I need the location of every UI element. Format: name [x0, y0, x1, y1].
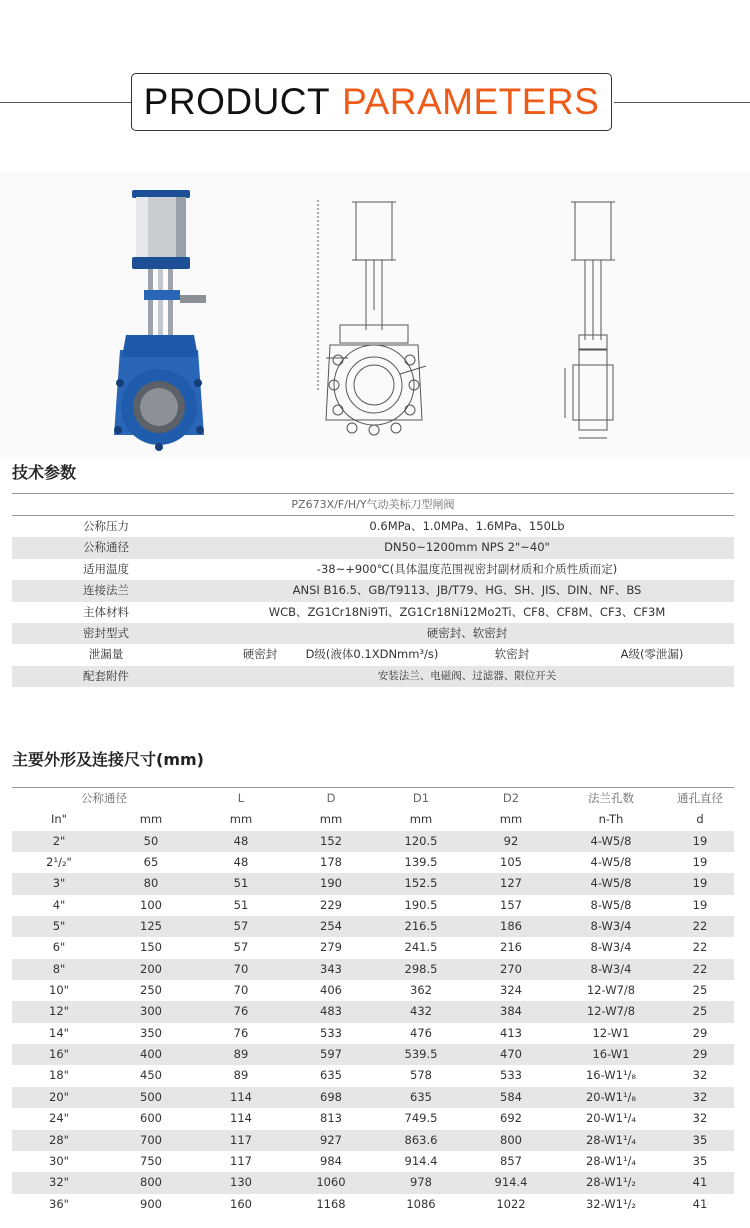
table-cell: 36"	[49, 1196, 69, 1211]
row-value: -38~+900℃(具体温度范围视密封副材质和介质性质而定)	[316, 561, 618, 576]
row-value: 硬密封、软密封	[426, 625, 508, 640]
table-cell: 16"	[49, 1047, 69, 1062]
header-d1: D1	[412, 791, 430, 805]
table-cell: 70	[233, 961, 249, 976]
table-cell: 578	[410, 1068, 432, 1083]
table-cell: 406	[320, 983, 342, 998]
table-cell: 32	[692, 1111, 708, 1126]
table-cell: 597	[320, 1047, 342, 1062]
table-row	[12, 895, 734, 916]
table-cell: 200	[140, 961, 162, 976]
tech-row-pressure	[12, 516, 734, 537]
table-cell: 24"	[49, 1111, 69, 1126]
table-cell: 470	[500, 1047, 522, 1062]
table-cell: 12-W7/8	[586, 983, 636, 998]
table-cell: 92	[503, 833, 519, 848]
table-cell: 324	[500, 983, 522, 998]
title-word-product: PRODUCT	[143, 81, 331, 122]
table-cell: 539.5	[404, 1047, 438, 1062]
header-l: L	[237, 791, 245, 805]
table-cell: 5"	[52, 919, 66, 934]
unit-cell: mm	[139, 812, 163, 827]
row-label: 主体材料	[83, 604, 129, 619]
table-cell: 139.5	[404, 855, 438, 870]
table-cell: 76	[233, 1025, 249, 1040]
row-label: 适用温度	[83, 561, 129, 576]
table-cell: 8"	[52, 961, 66, 976]
table-cell: 16-W1¹/₈	[585, 1068, 637, 1083]
table-row	[12, 1108, 734, 1129]
table-cell: 384	[500, 1004, 522, 1019]
table-cell: 432	[410, 1004, 432, 1019]
table-cell: 48	[233, 855, 249, 870]
table-cell: 1086	[406, 1196, 436, 1211]
table-cell: 8-W3/4	[590, 940, 632, 955]
table-row	[12, 1151, 734, 1172]
row-value: ANSI B16.5、GB/T9113、JB/T79、HG、SH、JIS、DIN、NF、BS	[292, 583, 642, 598]
dimensions-table	[12, 787, 734, 1215]
table-cell: 362	[410, 983, 432, 998]
table-cell: 114	[230, 1089, 252, 1104]
table-cell: 186	[500, 919, 522, 934]
table-cell: 19	[692, 855, 708, 870]
table-cell: 635	[410, 1089, 432, 1104]
table-cell: 500	[140, 1089, 162, 1104]
table-row	[12, 873, 734, 894]
soft-seal-label: 软密封	[494, 647, 530, 662]
table-cell: 120.5	[404, 833, 438, 848]
page-title	[131, 73, 612, 131]
row-label: 配套附件	[83, 668, 129, 683]
table-cell: 20-W1¹/₈	[585, 1089, 637, 1104]
tech-row-accessories	[12, 666, 734, 687]
row-value: DN50~1200mm NPS 2"~40"	[384, 540, 550, 555]
tech-params-table	[12, 493, 734, 687]
table-cell: 22	[692, 940, 708, 955]
table-row	[12, 1023, 734, 1044]
table-cell: 32	[692, 1068, 708, 1083]
table-cell: 476	[410, 1025, 432, 1040]
table-cell: 89	[233, 1047, 249, 1062]
table-cell: 125	[140, 919, 162, 934]
dim-section-title: 主要外形及连接尺寸(mm)	[12, 750, 204, 769]
table-cell: 51	[233, 876, 249, 891]
table-cell: 863.6	[404, 1132, 438, 1147]
table-cell: 28-W1¹/₂	[585, 1175, 637, 1190]
table-row	[12, 916, 734, 937]
table-cell: 28-W1¹/₄	[585, 1153, 637, 1168]
table-row	[12, 1130, 734, 1151]
table-cell: 41	[692, 1196, 708, 1211]
table-cell: 749.5	[404, 1111, 438, 1126]
tech-section-title: 技术参数	[12, 463, 77, 482]
table-cell: 70	[233, 983, 249, 998]
title-word-parameters: PARAMETERS	[342, 81, 600, 122]
header-rule-left	[0, 102, 131, 103]
table-cell: 28-W1¹/₄	[585, 1132, 637, 1147]
table-cell: 32"	[49, 1175, 69, 1190]
table-cell: 89	[233, 1068, 249, 1083]
table-cell: 900	[140, 1196, 162, 1211]
table-cell: 18"	[49, 1068, 69, 1083]
table-cell: 4"	[52, 897, 66, 912]
row-label: 公称通径	[83, 540, 129, 555]
table-cell: 6"	[52, 940, 66, 955]
tech-row-diameter	[12, 537, 734, 558]
table-cell: 400	[140, 1047, 162, 1062]
row-label: 泄漏量	[88, 647, 124, 662]
unit-cell: mm	[499, 812, 523, 827]
table-cell: 51	[233, 897, 249, 912]
tech-row-temperature	[12, 559, 734, 580]
table-cell: 25	[692, 983, 708, 998]
table-cell: 692	[500, 1111, 522, 1126]
table-cell: 250	[140, 983, 162, 998]
table-cell: 984	[320, 1153, 342, 1168]
table-cell: 2"	[52, 833, 66, 848]
table-row	[12, 1001, 734, 1022]
table-cell: 157	[500, 897, 522, 912]
unit-cell: n-Th	[598, 812, 624, 827]
table-cell: 178	[320, 855, 342, 870]
table-cell: 105	[500, 855, 522, 870]
table-cell: 19	[692, 876, 708, 891]
tech-row-seal	[12, 623, 734, 644]
row-value: WCB、ZG1Cr18Ni9Ti、ZG1Cr18Ni12Mo2Ti、CF8、CF8M、CF3、CF3M	[268, 604, 666, 619]
soft-seal-value: A级(零泄漏)	[620, 647, 684, 662]
table-cell: 19	[692, 833, 708, 848]
table-cell: 1168	[316, 1196, 346, 1211]
side-view-drawing	[555, 190, 635, 450]
table-cell: 343	[320, 961, 342, 976]
header-rule-right	[614, 102, 750, 103]
unit-cell: In"	[51, 812, 67, 827]
table-cell: 12-W1	[592, 1025, 630, 1040]
table-cell: 216.5	[404, 919, 438, 934]
table-row	[12, 852, 734, 873]
table-cell: 127	[500, 876, 522, 891]
table-cell: 57	[233, 919, 249, 934]
table-cell: 800	[140, 1175, 162, 1190]
table-cell: 32-W1¹/₂	[585, 1196, 637, 1211]
row-value: 安装法兰、电磁阀、过滤器、限位开关	[377, 669, 557, 682]
table-cell: 450	[140, 1068, 162, 1083]
table-cell: 700	[140, 1132, 162, 1147]
table-row	[12, 980, 734, 1001]
table-cell: 8-W3/4	[590, 961, 632, 976]
table-cell: 254	[320, 919, 342, 934]
table-cell: 190.5	[404, 897, 438, 912]
table-cell: 117	[230, 1132, 252, 1147]
table-cell: 20-W1¹/₄	[585, 1111, 637, 1126]
table-cell: 19	[692, 897, 708, 912]
table-cell: 16-W1	[592, 1047, 630, 1062]
table-row	[12, 1065, 734, 1086]
table-cell: 914.4	[494, 1175, 528, 1190]
tech-row-material	[12, 602, 734, 623]
table-cell: 29	[692, 1047, 708, 1062]
table-cell: 279	[320, 940, 342, 955]
table-cell: 22	[692, 961, 708, 976]
table-cell: 1022	[496, 1196, 526, 1211]
table-cell: 8-W5/8	[590, 897, 632, 912]
table-cell: 152.5	[404, 876, 438, 891]
table-cell: 8-W3/4	[590, 919, 632, 934]
table-cell: 100	[140, 897, 162, 912]
table-row	[12, 1172, 734, 1193]
table-cell: 41	[692, 1175, 708, 1190]
table-cell: 298.5	[404, 961, 438, 976]
table-cell: 12"	[49, 1004, 69, 1019]
table-caption: PZ673X/F/H/Y气动美标刀型闸阀	[12, 493, 734, 516]
row-value: 0.6MPa、1.0MPa、1.6MPa、150Lb	[369, 519, 565, 533]
table-cell: 57	[233, 940, 249, 955]
unit-cell: mm	[229, 812, 253, 827]
table-cell: 750	[140, 1153, 162, 1168]
table-header-row	[12, 788, 734, 809]
table-cell: 698	[320, 1089, 342, 1104]
table-cell: 216	[500, 940, 522, 955]
tech-row-flange	[12, 580, 734, 601]
table-cell: 80	[143, 876, 159, 891]
table-cell: 160	[230, 1196, 252, 1211]
header-bore: 通孔直径	[677, 791, 723, 805]
table-cell: 190	[320, 876, 342, 891]
table-cell: 813	[320, 1111, 342, 1126]
hard-seal-label: 硬密封	[242, 647, 278, 662]
table-cell: 20"	[49, 1089, 69, 1104]
table-row	[12, 1087, 734, 1108]
table-cell: 14"	[49, 1025, 69, 1040]
table-units-row	[12, 809, 734, 830]
table-cell: 1060	[316, 1175, 346, 1190]
table-cell: 229	[320, 897, 342, 912]
table-cell: 48	[233, 833, 249, 848]
table-cell: 4-W5/8	[590, 855, 632, 870]
table-row	[12, 831, 734, 852]
tech-row-leakage	[12, 644, 734, 665]
table-cell: 130	[230, 1175, 252, 1190]
front-view-drawing	[300, 190, 440, 455]
row-label: 连接法兰	[83, 583, 129, 598]
unit-cell: d	[696, 812, 704, 827]
header-nominal-size: 公称通径	[81, 791, 127, 805]
hard-seal-value: D级(液体0.1XDNmm³/s)	[305, 647, 439, 662]
table-cell: 241.5	[404, 940, 438, 955]
table-cell: 50	[143, 833, 159, 848]
table-cell: 76	[233, 1004, 249, 1019]
table-row	[12, 937, 734, 958]
table-cell: 35	[692, 1132, 708, 1147]
table-cell: 22	[692, 919, 708, 934]
table-row	[12, 1194, 734, 1215]
table-cell: 30"	[49, 1153, 69, 1168]
table-row	[12, 959, 734, 980]
table-cell: 4-W5/8	[590, 833, 632, 848]
table-cell: 152	[320, 833, 342, 848]
table-cell: 533	[500, 1068, 522, 1083]
table-cell: 927	[320, 1132, 342, 1147]
table-cell: 600	[140, 1111, 162, 1126]
row-label: 密封型式	[83, 625, 129, 640]
unit-cell: mm	[409, 812, 433, 827]
table-cell: 584	[500, 1089, 522, 1104]
table-cell: 2¹/₂"	[46, 855, 72, 870]
table-cell: 10"	[49, 983, 69, 998]
table-cell: 270	[500, 961, 522, 976]
table-cell: 413	[500, 1025, 522, 1040]
header-holes: 法兰孔数	[588, 791, 634, 805]
table-cell: 800	[500, 1132, 522, 1147]
table-row	[12, 1044, 734, 1065]
table-cell: 350	[140, 1025, 162, 1040]
unit-cell: mm	[319, 812, 343, 827]
table-cell: 25	[692, 1004, 708, 1019]
table-cell: 29	[692, 1025, 708, 1040]
table-cell: 150	[140, 940, 162, 955]
table-cell: 114	[230, 1111, 252, 1126]
table-cell: 483	[320, 1004, 342, 1019]
table-cell: 35	[692, 1153, 708, 1168]
table-cell: 533	[320, 1025, 342, 1040]
table-cell: 117	[230, 1153, 252, 1168]
table-cell: 3"	[52, 876, 66, 891]
table-cell: 65	[143, 855, 159, 870]
table-cell: 4-W5/8	[590, 876, 632, 891]
table-cell: 28"	[49, 1132, 69, 1147]
table-cell: 32	[692, 1089, 708, 1104]
header-d: D	[326, 791, 336, 805]
table-cell: 857	[500, 1153, 522, 1168]
table-cell: 12-W7/8	[586, 1004, 636, 1019]
table-cell: 978	[410, 1175, 432, 1190]
table-cell: 914.4	[404, 1153, 438, 1168]
table-cell: 635	[320, 1068, 342, 1083]
row-label: 公称压力	[83, 519, 129, 533]
table-cell: 300	[140, 1004, 162, 1019]
valve-photo	[100, 185, 215, 455]
header-d2: D2	[502, 791, 520, 805]
